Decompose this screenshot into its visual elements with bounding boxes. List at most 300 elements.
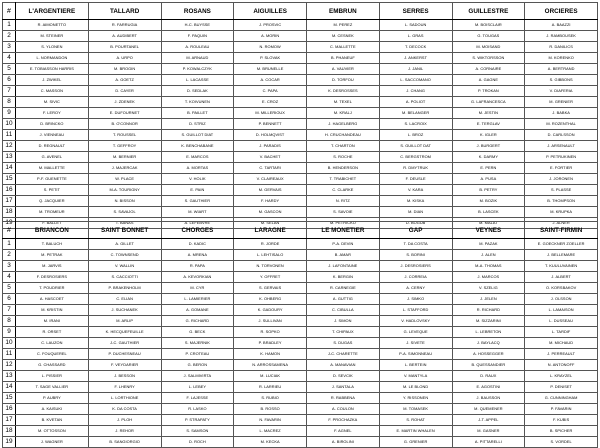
table-row bbox=[3, 360, 598, 371]
player-cell: J. MARCOS bbox=[452, 272, 525, 283]
player-cell: J. REHOR bbox=[88, 426, 161, 437]
column-header-team: CHORGES bbox=[161, 222, 234, 239]
player-cell: M. BRUNELLE bbox=[234, 64, 307, 75]
player-cell: G. CHASSARD bbox=[16, 360, 89, 371]
player-cell: J. CORREIA bbox=[379, 272, 452, 283]
table-row bbox=[3, 349, 598, 360]
player-cell: E. MARTIN WHALEN bbox=[379, 426, 452, 437]
player-cell: J. SIMON bbox=[307, 316, 380, 327]
player-cell: T. BALUCH bbox=[16, 239, 89, 250]
player-cell: J. MAJERCAK bbox=[88, 163, 161, 174]
player-cell: J. SALMIVIRTA bbox=[161, 371, 234, 382]
column-header-team: VEYNES bbox=[452, 222, 525, 239]
player-cell: S. GUILLOT DIAT bbox=[161, 130, 234, 141]
player-cell: G. RICHARD bbox=[161, 316, 234, 327]
player-cell: L. LACASSE bbox=[161, 75, 234, 86]
table-row bbox=[3, 371, 598, 382]
player-cell: Y. RISSONEN bbox=[379, 393, 452, 404]
player-cell: A. PUSA bbox=[452, 174, 525, 185]
player-cell: J. JELEN bbox=[452, 294, 525, 305]
row-number: 9 bbox=[3, 108, 16, 119]
player-cell: S. PETIT bbox=[16, 185, 89, 196]
player-cell: J. SIMKO bbox=[379, 294, 452, 305]
player-cell: M. MILLERIOUX bbox=[234, 108, 307, 119]
player-cell: K. HECQUEFEUILLE bbox=[88, 327, 161, 338]
player-cell: J. RAMBOUSEK bbox=[525, 31, 598, 42]
player-cell: S. PLASSE bbox=[525, 185, 598, 196]
player-cell: M. SELAN bbox=[234, 218, 307, 229]
player-cell: J. JORONEN bbox=[525, 174, 598, 185]
player-cell: M. OTTOSSON bbox=[16, 426, 89, 437]
player-cell: M. STEINER bbox=[16, 31, 89, 42]
player-cell: L. LEBEY bbox=[161, 382, 234, 393]
player-cell: E. TOBIASSON HARRIS bbox=[16, 64, 89, 75]
player-cell: F. PROCHAZKA bbox=[307, 415, 380, 426]
player-cell: B. PAILLET bbox=[161, 108, 234, 119]
row-number: 15 bbox=[3, 174, 16, 185]
player-cell: J. LAFONTAINE bbox=[307, 261, 380, 272]
player-cell: A. PITTARELLI bbox=[452, 437, 525, 448]
player-cell: E. MARCOS bbox=[161, 152, 234, 163]
player-cell: B. POURTANEL bbox=[88, 42, 161, 53]
player-cell: M. GRENIER bbox=[525, 97, 598, 108]
player-cell: L. LAMIERIER bbox=[161, 294, 234, 305]
player-cell: D. STRIZ bbox=[161, 119, 234, 130]
player-cell: S. MAJERNIK bbox=[161, 338, 234, 349]
player-cell: M. CESNEK bbox=[307, 31, 380, 42]
player-cell: E. CROZ bbox=[234, 97, 307, 108]
player-cell: P. DUCHESNEAU bbox=[88, 349, 161, 360]
player-cell: N. ANTONOFF bbox=[525, 360, 598, 371]
row-number: 6 bbox=[3, 75, 16, 86]
player-cell: R. PAPA bbox=[161, 261, 234, 272]
column-header-team: TALLARD bbox=[88, 3, 161, 20]
player-cell: M. SIVIC bbox=[16, 97, 89, 108]
player-cell: S. LACROIX bbox=[379, 119, 452, 130]
row-number: 18 bbox=[3, 426, 16, 437]
player-cell: J. SIVETE bbox=[379, 338, 452, 349]
player-cell: H-C. BUYSSE bbox=[161, 20, 234, 31]
row-number: 6 bbox=[3, 294, 16, 305]
player-cell: E. GOECKNER ZOELLER bbox=[525, 239, 598, 250]
player-cell: B. SPICHER bbox=[525, 426, 598, 437]
player-cell: J. PARADIS bbox=[234, 141, 307, 152]
player-cell: Q. JACQUIER bbox=[16, 196, 89, 207]
player-cell: J. WAGNER bbox=[16, 437, 89, 448]
player-cell: J. SANTALA bbox=[307, 382, 380, 393]
table-row bbox=[3, 119, 598, 130]
row-number: 11 bbox=[3, 130, 16, 141]
player-cell: G. GRENIER bbox=[379, 437, 452, 448]
player-cell: M. ARLIP bbox=[88, 316, 161, 327]
row-number: 1 bbox=[3, 239, 16, 250]
player-cell: L. LEBRETON bbox=[452, 327, 525, 338]
player-cell: C. BERGSTROM bbox=[379, 152, 452, 163]
player-cell: T. DA COSTA bbox=[379, 239, 452, 250]
table-top-draft-grid bbox=[2, 2, 598, 229]
row-number: 15 bbox=[3, 393, 16, 404]
player-cell: B. SANGIORGIO bbox=[88, 437, 161, 448]
player-cell: C. CIBULLA bbox=[307, 305, 380, 316]
player-cell: P. BENNETT bbox=[234, 119, 307, 130]
player-cell: D. ROCH bbox=[161, 437, 234, 448]
player-cell: J. CHANG bbox=[379, 86, 452, 97]
player-cell: D. TORFOU bbox=[307, 75, 380, 86]
player-cell: D. KADIC bbox=[161, 239, 234, 250]
table-row bbox=[3, 31, 598, 42]
player-cell: A. POLIOT bbox=[379, 97, 452, 108]
player-cell: P. TROKAN bbox=[452, 86, 525, 97]
player-cell: F. LEROY bbox=[16, 108, 89, 119]
player-cell: F. LHENRY bbox=[88, 382, 161, 393]
player-cell: A. GUTTIG bbox=[307, 294, 380, 305]
row-number: 10 bbox=[3, 338, 16, 349]
player-cell: J. BAYLACQ bbox=[452, 338, 525, 349]
player-cell: A. MORTAS bbox=[161, 163, 234, 174]
player-cell: D. SEVCIK bbox=[307, 371, 380, 382]
player-cell: M. BELANGER bbox=[379, 108, 452, 119]
column-header-team: SERRES bbox=[379, 3, 452, 20]
player-cell: R. LARRIEU bbox=[234, 382, 307, 393]
column-header-team: L'ARGENTIERE bbox=[16, 3, 89, 20]
player-cell: E. TERGLAV bbox=[452, 119, 525, 130]
column-header-team: SAINT-FIRMIN bbox=[525, 222, 598, 239]
player-cell: P. AUBRY bbox=[16, 393, 89, 404]
row-number: 18 bbox=[3, 207, 16, 218]
player-cell: A. BAAZZI bbox=[525, 20, 598, 31]
player-cell: L. DUSSEAU bbox=[525, 316, 598, 327]
player-cell: M. JESTIN bbox=[452, 108, 525, 119]
row-number: 13 bbox=[3, 152, 16, 163]
player-cell: D. REGNAULT bbox=[16, 141, 89, 152]
player-cell: M. CYR bbox=[161, 283, 234, 294]
player-cell: S. ROCHE bbox=[307, 152, 380, 163]
table-row bbox=[3, 42, 598, 53]
player-cell: H. CRUCHANDEAU bbox=[307, 130, 380, 141]
player-cell: T. BANAS bbox=[88, 218, 161, 229]
player-cell: F. DESROSIERS bbox=[16, 272, 89, 283]
player-cell: W. PLACE bbox=[88, 174, 161, 185]
column-header-team: GUILLESTRE bbox=[452, 3, 525, 20]
player-cell: L. SACCOMANO bbox=[379, 75, 452, 86]
player-cell: R. DANILICS bbox=[525, 42, 598, 53]
table-row bbox=[3, 152, 598, 163]
player-cell: B. ROSSO bbox=[234, 404, 307, 415]
player-cell: F. PAQUIN bbox=[161, 31, 234, 42]
table-body bbox=[3, 20, 598, 229]
row-number: 17 bbox=[3, 415, 16, 426]
player-cell: V. MANTYLA bbox=[379, 371, 452, 382]
player-cell: M. PEREZ bbox=[307, 20, 380, 31]
player-cell: K. BENCHABANE bbox=[161, 141, 234, 152]
player-cell: B. AMAR bbox=[307, 250, 380, 261]
player-cell: F. AGNEL bbox=[307, 426, 380, 437]
row-number: 16 bbox=[3, 404, 16, 415]
player-cell: S. SAVOIE bbox=[307, 207, 380, 218]
column-header-number: # bbox=[3, 3, 16, 20]
row-number: 2 bbox=[3, 250, 16, 261]
player-cell: S. GAUTHIER bbox=[161, 196, 234, 207]
player-cell: Y. OFFRET bbox=[234, 272, 307, 283]
player-cell: J. ANKERST bbox=[379, 53, 452, 64]
column-header-team: ORCIERES bbox=[525, 3, 598, 20]
player-cell: S. ROHAT bbox=[379, 415, 452, 426]
player-cell: M. TROMEUR bbox=[16, 207, 89, 218]
player-cell: R. RABBENA bbox=[307, 393, 380, 404]
player-cell: R. RICHARD bbox=[452, 305, 525, 316]
player-cell: T. GEFFROY bbox=[88, 141, 161, 152]
player-cell: B. LASCEK bbox=[452, 207, 525, 218]
player-cell: E. AGOSTINI bbox=[452, 382, 525, 393]
player-cell: A. CORNAIRE bbox=[452, 64, 525, 75]
player-cell: V. CLAIREAUX bbox=[234, 174, 307, 185]
table-row bbox=[3, 53, 598, 64]
player-cell: M. WIART bbox=[161, 207, 234, 218]
player-cell: M. PAZAK bbox=[452, 239, 525, 250]
player-cell: T. DECOCK bbox=[379, 42, 452, 53]
player-cell: A. GAGNE bbox=[452, 75, 525, 86]
player-cell: C. FOUQUEREL bbox=[16, 349, 89, 360]
player-cell: S. GERVAIS bbox=[234, 283, 307, 294]
player-cell: V. KARA bbox=[379, 185, 452, 196]
player-cell: A. URPO bbox=[88, 53, 161, 64]
row-number: 5 bbox=[3, 64, 16, 75]
row-number: 1 bbox=[3, 20, 16, 31]
table-row bbox=[3, 272, 598, 283]
player-cell: P. KOWALCZYK bbox=[161, 64, 234, 75]
player-cell: M. PETRAK bbox=[16, 250, 89, 261]
player-cell: M. DIAN bbox=[379, 207, 452, 218]
row-number: 4 bbox=[3, 272, 16, 283]
row-number: 3 bbox=[3, 42, 16, 53]
player-cell: D. CARLSSON bbox=[525, 130, 598, 141]
player-cell: D. RAUX bbox=[452, 371, 525, 382]
player-cell: A. HOSSEGGER bbox=[452, 349, 525, 360]
player-cell: T. CHIPAUX bbox=[307, 327, 380, 338]
player-cell: F. KUBIS bbox=[525, 415, 598, 426]
header-row bbox=[3, 222, 598, 239]
table-row bbox=[3, 305, 598, 316]
player-cell: N. FAVARIN bbox=[234, 415, 307, 426]
player-cell: C. TARTARI bbox=[234, 163, 307, 174]
player-cell: J. PROSVIC bbox=[234, 20, 307, 31]
player-cell: C. MALLETTE bbox=[307, 42, 380, 53]
player-cell: D. HOLMQVIST bbox=[234, 130, 307, 141]
row-number: 8 bbox=[3, 316, 16, 327]
row-number: 9 bbox=[3, 327, 16, 338]
player-cell: L. BERTEIN bbox=[379, 360, 452, 371]
player-cell: M. BERNIER bbox=[88, 152, 161, 163]
column-header-team: GAP bbox=[379, 222, 452, 239]
player-cell: A. COCAR bbox=[234, 75, 307, 86]
row-number: 14 bbox=[3, 163, 16, 174]
player-cell: S. VORDEL bbox=[525, 437, 598, 448]
row-number: 4 bbox=[3, 53, 16, 64]
player-cell: K. GADOURY bbox=[234, 305, 307, 316]
player-cell: T. TRABICHET bbox=[307, 174, 380, 185]
row-number: 5 bbox=[3, 283, 16, 294]
row-number: 16 bbox=[3, 185, 16, 196]
table-row bbox=[3, 207, 598, 218]
player-cell: R. SOPKO bbox=[234, 327, 307, 338]
player-cell: M. ARNAUD bbox=[161, 53, 234, 64]
column-header-team: SAINT BONNET bbox=[88, 222, 161, 239]
player-cell: J. BESSON bbox=[88, 371, 161, 382]
row-number: 19 bbox=[3, 218, 16, 229]
player-cell: J. ALBERT bbox=[525, 272, 598, 283]
player-cell: G. TOUGAS bbox=[452, 31, 525, 42]
player-cell: V. HOLIK bbox=[161, 174, 234, 185]
player-cell: N. ARROSSAMENA bbox=[234, 360, 307, 371]
player-cell: A. KEVORKIAN bbox=[161, 272, 234, 283]
player-cell: K. DA COSTA bbox=[88, 404, 161, 415]
column-header-team: ROSANS bbox=[161, 3, 234, 20]
player-cell: J. SUCHANEK bbox=[88, 305, 161, 316]
player-cell: R. AIMONETTO bbox=[16, 20, 89, 31]
player-cell: M. BROGIN bbox=[88, 64, 161, 75]
table-row bbox=[3, 97, 598, 108]
player-cell: J. ALEN bbox=[452, 250, 525, 261]
player-cell: M. IRANI bbox=[16, 316, 89, 327]
player-cell: L. LAMAISON bbox=[525, 305, 598, 316]
player-cell: R. LASKO bbox=[161, 404, 234, 415]
player-cell: M. KORENKO bbox=[525, 53, 598, 64]
player-cell: P. STRAPATY bbox=[161, 415, 234, 426]
player-cell: P. CROTEAU bbox=[161, 349, 234, 360]
player-cell: F. DEUSLE bbox=[379, 174, 452, 185]
row-number: 14 bbox=[3, 382, 16, 393]
player-cell: A. GOETZ bbox=[88, 75, 161, 86]
player-cell: M. BOZIK bbox=[452, 196, 525, 207]
player-cell: G. CUNNINGHAM bbox=[525, 393, 598, 404]
player-cell: A. CERNY bbox=[379, 283, 452, 294]
player-cell: G. LAFRANCESCA bbox=[452, 97, 525, 108]
player-cell: M-A. TOURIGNY bbox=[88, 185, 161, 196]
player-cell: J-T. APPEL bbox=[452, 415, 525, 426]
player-cell: A. VAUVIER bbox=[307, 64, 380, 75]
player-cell: J. BURGERT bbox=[452, 141, 525, 152]
player-cell: A. ROULEAU bbox=[161, 42, 234, 53]
player-cell: N. TORVONEN bbox=[234, 261, 307, 272]
player-cell: J. DESROSIERS bbox=[379, 261, 452, 272]
player-cell: S. GIBBONS bbox=[525, 75, 598, 86]
table-row bbox=[3, 437, 598, 448]
player-cell: S. YLONEN bbox=[16, 42, 89, 53]
table-row bbox=[3, 415, 598, 426]
player-cell: B. KVETAN bbox=[16, 415, 89, 426]
player-cell: J. PERREAULT bbox=[525, 349, 598, 360]
player-cell: C. PAPA bbox=[234, 86, 307, 97]
player-cell: M. GERVAIS bbox=[234, 185, 307, 196]
player-cell: K. DESROSSES bbox=[307, 86, 380, 97]
table-row bbox=[3, 75, 598, 86]
row-number: 3 bbox=[3, 261, 16, 272]
player-cell: K. HAMON bbox=[234, 349, 307, 360]
player-cell: M. GASNER bbox=[452, 426, 525, 437]
player-cell: A. MANAVIAN bbox=[307, 360, 380, 371]
player-cell: N. RITZ bbox=[307, 196, 380, 207]
player-cell: K. DARMY bbox=[452, 152, 525, 163]
player-cell: F. VEYDARIER bbox=[88, 360, 161, 371]
table-row bbox=[3, 316, 598, 327]
player-cell: N. BISSON bbox=[88, 196, 161, 207]
player-cell: C. MASSON bbox=[16, 86, 89, 97]
player-cell: A. KAISUKI bbox=[16, 404, 89, 415]
column-header-team: BRIANCON bbox=[16, 222, 89, 239]
player-cell: E. FORTIER bbox=[525, 163, 598, 174]
player-cell: J. VIENNEAU bbox=[16, 130, 89, 141]
player-cell: J. PLOH bbox=[88, 415, 161, 426]
player-cell: J-C. GAUTHIER bbox=[88, 338, 161, 349]
player-cell: S. BORINI bbox=[379, 250, 452, 261]
player-cell: C. CLARKE bbox=[307, 185, 380, 196]
table-bottom-draft-grid bbox=[2, 221, 598, 448]
column-header-number: # bbox=[3, 222, 16, 239]
player-cell: V. DIAFERIA bbox=[525, 86, 598, 97]
table-row bbox=[3, 382, 598, 393]
player-cell: M. JARVIS bbox=[16, 261, 89, 272]
player-cell: B. HENDERSON bbox=[307, 163, 380, 174]
player-cell: J. OLSSON bbox=[525, 294, 598, 305]
player-cell: P. BRADLEY bbox=[234, 338, 307, 349]
player-cell: T. SAGE VALLIER bbox=[16, 382, 89, 393]
player-cell: V. BACHET bbox=[234, 152, 307, 163]
table-row bbox=[3, 283, 598, 294]
player-cell: M. KISKA bbox=[379, 196, 452, 207]
player-cell: N. ROMOW bbox=[234, 42, 307, 53]
player-cell: L. KRAYZEL bbox=[525, 371, 598, 382]
player-cell: J. BELLEMARE bbox=[525, 250, 598, 261]
table-body bbox=[3, 239, 598, 448]
player-cell: M. MALAT bbox=[452, 218, 525, 229]
table-row bbox=[3, 338, 598, 349]
row-number: 7 bbox=[3, 305, 16, 316]
player-cell: K. BERGIN bbox=[307, 272, 380, 283]
row-number: 12 bbox=[3, 360, 16, 371]
player-cell: A. BERTRAND bbox=[525, 64, 598, 75]
row-number: 2 bbox=[3, 31, 16, 42]
player-cell: B. PHANEUF bbox=[307, 53, 380, 64]
player-cell: T. ROUSSEL bbox=[88, 130, 161, 141]
player-cell: D. CAYER bbox=[88, 86, 161, 97]
player-cell: J. SULLIVAN bbox=[234, 316, 307, 327]
player-cell: L. MACREZ bbox=[234, 426, 307, 437]
column-header-team: LARAGNE bbox=[234, 222, 307, 239]
player-cell: C. TOWNSEND bbox=[88, 250, 161, 261]
table-row bbox=[3, 239, 598, 250]
player-cell: J. BABKA bbox=[525, 108, 598, 119]
player-cell: M-A. THOMAS bbox=[452, 261, 525, 272]
player-cell: M. KRISTIN bbox=[16, 305, 89, 316]
player-cell: M. KRALJ bbox=[307, 108, 380, 119]
table-row bbox=[3, 174, 598, 185]
player-cell: R. JORDE bbox=[234, 239, 307, 250]
table-row bbox=[3, 393, 598, 404]
table-row bbox=[3, 185, 598, 196]
player-cell: R. CARNEGIE bbox=[307, 283, 380, 294]
player-cell: M. KRUPKA bbox=[525, 207, 598, 218]
player-cell: M. TEXEL bbox=[307, 97, 380, 108]
player-cell: S. WIKTORSSON bbox=[452, 53, 525, 64]
player-cell: M. KECKA bbox=[234, 437, 307, 448]
player-cell: R. FARRUGIA bbox=[88, 20, 161, 31]
player-cell: L. LORTHIONE bbox=[88, 393, 161, 404]
column-header-team: LE MONETIER bbox=[307, 222, 380, 239]
player-cell: L. TARDIF bbox=[525, 327, 598, 338]
player-cell: M. GASCON bbox=[234, 207, 307, 218]
player-cell: T. POUDRIER bbox=[16, 283, 89, 294]
player-cell: M. MICHAUD bbox=[525, 338, 598, 349]
